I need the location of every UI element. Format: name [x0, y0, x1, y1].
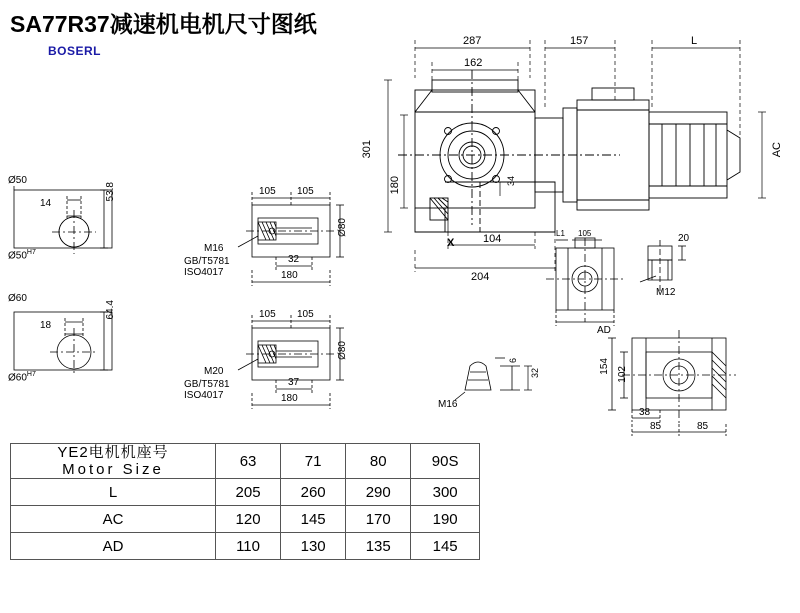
table-row [11, 533, 480, 560]
table-row-label-AD: AD [11, 533, 216, 560]
dim-85b: 85 [697, 421, 709, 432]
motor-size-table [10, 443, 480, 560]
dim-cone-32: 32 [530, 368, 540, 379]
label-hub2-std1: GB/T5781 [184, 379, 230, 390]
table-cell-L-1: 260 [281, 479, 346, 506]
dim-side-20: 20 [678, 233, 690, 244]
label-hub1-bolt: M16 [204, 243, 224, 254]
label-hub2-bolt: M20 [204, 366, 224, 377]
dim-85a: 85 [650, 421, 662, 432]
dim-shaft2-key-width: 18 [40, 320, 52, 331]
page-title: SA77R37减速机电机尺寸图纸 [10, 11, 317, 37]
label-M12: M12 [656, 287, 676, 298]
table-cell-AC-2: 170 [346, 506, 411, 533]
table-row-label-L: L [11, 479, 216, 506]
label-hub2-std2: ISO4017 [184, 390, 224, 401]
table-size-2: 80 [346, 444, 411, 479]
dim-204: 204 [471, 271, 490, 283]
table-size-1: 71 [281, 444, 346, 479]
table-row-label-AC: AC [11, 506, 216, 533]
label-hub1-std2: ISO4017 [184, 267, 224, 278]
dim-side-105: 105 [578, 229, 592, 238]
dim-hub2-d80: Ø80 [337, 341, 348, 360]
table-cell-AD-2: 135 [346, 533, 411, 560]
dim-hub2-105a: 105 [259, 309, 276, 320]
dim-157: 157 [570, 35, 589, 47]
dim-hub2-37: 37 [288, 377, 300, 388]
dim-AC: AC [771, 142, 783, 158]
table-cell-AD-0: 110 [216, 533, 281, 560]
dim-L: L [691, 35, 698, 47]
table-cell-L-0: 205 [216, 479, 281, 506]
table-header-line2: Motor Size [62, 461, 164, 478]
table-header-line1: YE2电机机座号 [57, 444, 169, 461]
dim-shaft1-height: 53.8 [105, 182, 116, 202]
table-row [11, 444, 480, 479]
dim-301: 301 [361, 140, 373, 159]
dim-shaft1-key-width: 14 [40, 198, 52, 209]
table-cell-AD-3: 145 [411, 533, 480, 560]
dim-shaft2-height: 64.4 [105, 300, 116, 320]
table-row [11, 479, 480, 506]
mark-X: X [447, 237, 455, 249]
dim-102: 102 [617, 366, 628, 383]
dim-hub1-105a: 105 [259, 186, 276, 197]
dim-104: 104 [483, 233, 502, 245]
dim-hub1-32: 32 [288, 254, 300, 265]
dim-hub2-105b: 105 [297, 309, 314, 320]
table-row [11, 506, 480, 533]
dim-shaft2-diameter: Ø60 [8, 293, 27, 304]
dim-180: 180 [389, 176, 401, 195]
dim-shaft1-diameter: Ø50 [8, 175, 27, 186]
dim-hub1-d80: Ø80 [337, 218, 348, 237]
dim-287: 287 [463, 35, 482, 47]
dim-34: 34 [506, 176, 516, 187]
dim-38: 38 [639, 407, 651, 418]
dim-AD-side: AD [597, 325, 611, 336]
table-cell-AD-1: 130 [281, 533, 346, 560]
dim-hub1-180: 180 [281, 270, 298, 281]
table-cell-AC-3: 190 [411, 506, 480, 533]
table-cell-AC-0: 120 [216, 506, 281, 533]
table-size-3: 90S [411, 444, 480, 479]
dim-shaft2-bore: $Ø60^{H7}$ [8, 371, 36, 384]
dim-cone-6: 6 [508, 358, 518, 364]
table-cell-AC-1: 145 [281, 506, 346, 533]
dim-154: 154 [599, 358, 610, 375]
label-cone-M16: M16 [438, 399, 458, 410]
dim-L1: L1 [556, 229, 565, 238]
table-size-0: 63 [216, 444, 281, 479]
dim-shaft1-bore: $Ø50^{H7}$ [8, 249, 36, 262]
dim-hub2-180: 180 [281, 393, 298, 404]
table-cell-L-3: 300 [411, 479, 480, 506]
brand-logo: BOSERL [48, 44, 102, 58]
table-cell-L-2: 290 [346, 479, 411, 506]
dim-hub1-105b: 105 [297, 186, 314, 197]
label-hub1-std1: GB/T5781 [184, 256, 230, 267]
dim-162: 162 [464, 57, 483, 69]
table-header-cell [11, 444, 216, 479]
